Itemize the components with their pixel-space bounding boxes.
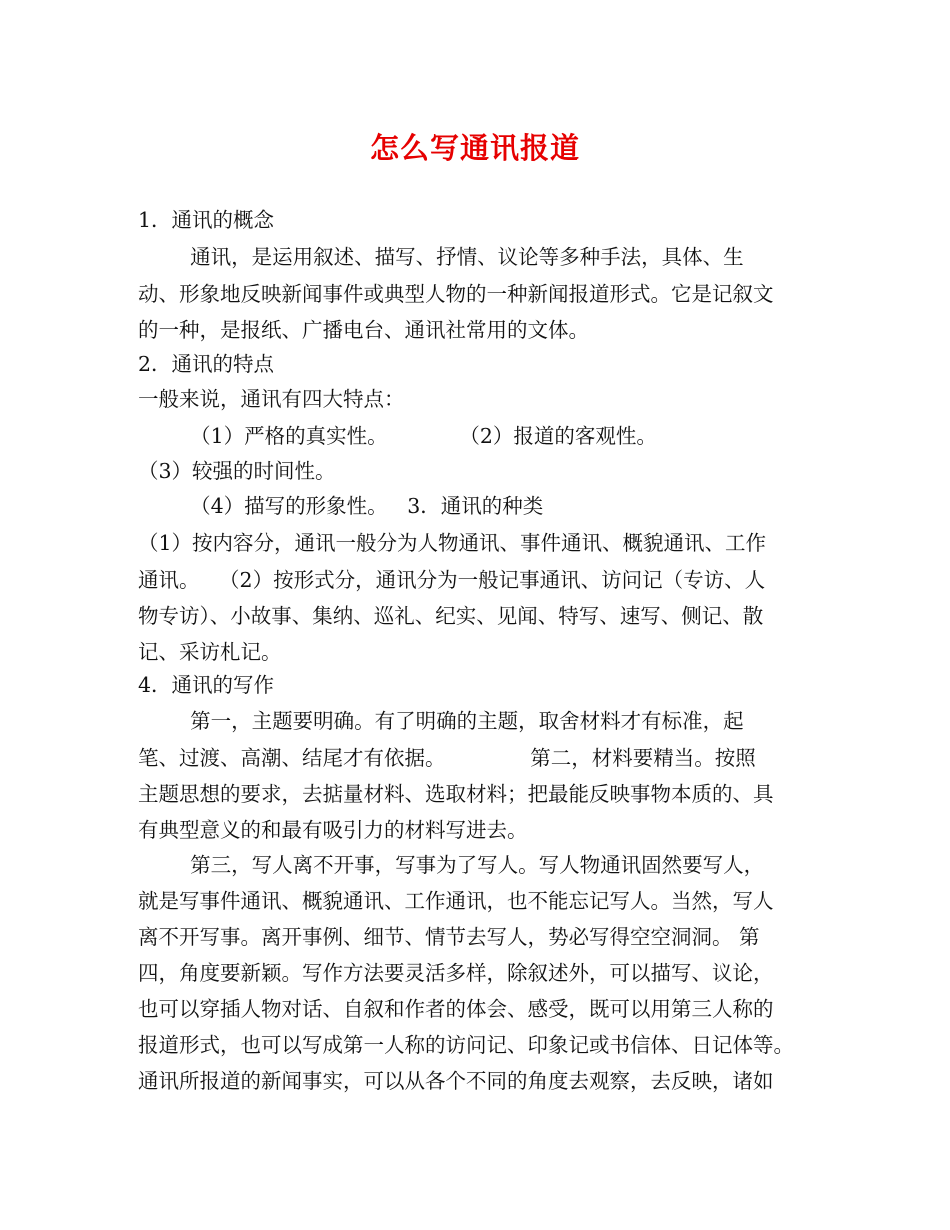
paragraph-line: 记、采访札记。 [138, 640, 282, 664]
section-heading-concept: 1．通讯的概念 [138, 208, 275, 232]
paragraph-line: 动、形象地反映新闻事件或典型人物的一种新闻报道形式。它是记叙文 [138, 282, 774, 306]
paragraph-line: 物专访）、小故事、集纳、巡礼、纪实、见闻、特写、速写、侧记、散 [138, 604, 764, 628]
paragraph-line: 第三，写人离不开事，写事为了写人。写人物通讯固然要写人， [138, 853, 765, 877]
paragraph-line: 报道形式，也可以写成第一人称的访问记、印象记或书信体、日记体等。 [138, 1033, 794, 1057]
list-item-line: （3）较强的时间性。 [138, 459, 336, 483]
paragraph-line: （1）按内容分，通讯一般分为人物通讯、事件通讯、概貌通讯、工作 [138, 531, 767, 555]
paragraph-line: 的一种，是报纸、广播电台、通讯社常用的文体。 [138, 318, 589, 342]
paragraph-line: 第一，主题要明确。有了明确的主题，取舍材料才有标准，起 [138, 709, 744, 733]
section-heading-writing: 4．通讯的写作 [138, 673, 275, 697]
paragraph-line: 主题思想的要求，去掂量材料、选取材料；把最能反映事物本质的、具 [138, 782, 774, 806]
paragraph-line: 一般来说，通讯有四大特点： [138, 387, 405, 411]
paragraph-line: 也可以穿插人物对话、自叙和作者的体会、感受，既可以用第三人称的 [138, 997, 774, 1021]
section-heading-features: 2．通讯的特点 [138, 352, 275, 376]
paragraph-line: 四，角度要新颖。写作方法要灵活多样，除叙述外，可以描写、议论， [138, 961, 774, 985]
paragraph-line: 通讯，是运用叙述、描写、抒情、议论等多种手法，具体、生 [138, 245, 744, 269]
paragraph-line: 笔、过渡、高潮、结尾才有依据。 第二，材料要精当。按照 [138, 746, 756, 770]
paragraph-line: 就是写事件通讯、概貌通讯、工作通讯，也不能忘记写人。当然，写人 [138, 889, 774, 913]
paragraph-line: 通讯所报道的新闻事实，可以从各个不同的角度去观察，去反映，诸如 [138, 1069, 774, 1093]
paragraph-line: 有典型意义的和最有吸引力的材料写进去。 [138, 818, 528, 842]
document-title: 怎么写通讯报道 [369, 131, 580, 165]
paragraph-line: 通讯。 （2）按形式分，通讯分为一般记事通讯、访问记（专访、人 [138, 568, 766, 592]
list-item-line: （1）严格的真实性。 （2）报道的客观性。 [138, 424, 657, 448]
list-item-line: （4）描写的形象性。 3．通讯的种类 [138, 494, 544, 518]
paragraph-line: 离不开写事。离开事例、细节、情节去写人，势必写得空空洞洞。 第 [138, 925, 760, 949]
